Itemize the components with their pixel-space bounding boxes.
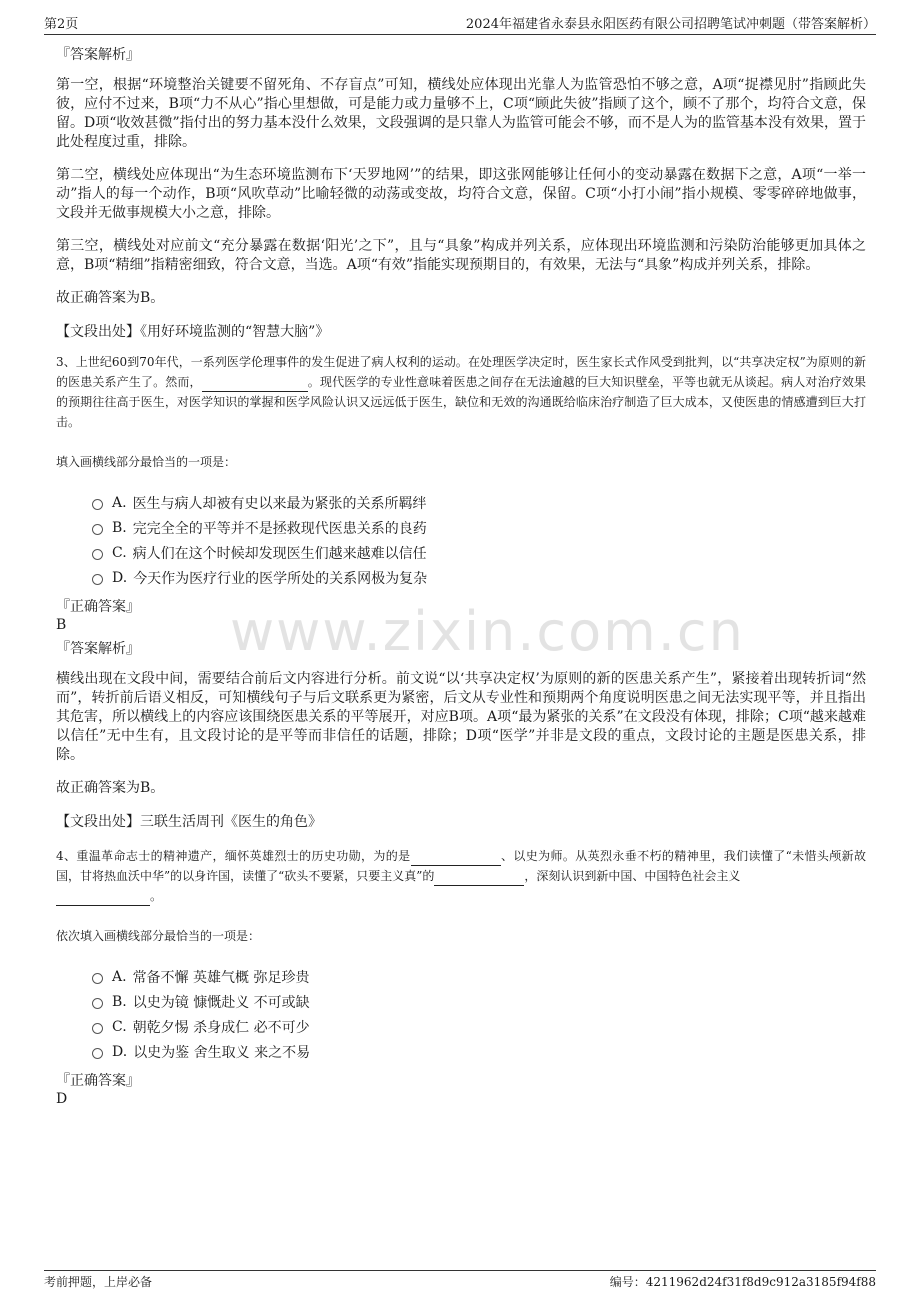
page-header (44, 10, 876, 35)
document-id: 编号：4211962d24f31f8d9c912a3185f94f88 (609, 1275, 876, 1289)
radio-icon[interactable] (92, 973, 103, 984)
q3-option-c[interactable]: C. 病人们在这个时候却发现医生们越来越难以信任 (92, 540, 866, 565)
radio-icon[interactable] (92, 524, 103, 535)
q4-blank-3 (56, 891, 150, 906)
q3-answer: B (56, 617, 67, 633)
q3-analysis-label: 『答案解析』 (56, 641, 140, 657)
q3-source: 【文段出处】三联生活周刊《医生的角色》 (56, 814, 322, 830)
q4-blank-1 (411, 851, 501, 866)
q4-option-c[interactable]: C. 朝乾夕惕 杀身成仁 必不可少 (92, 1014, 866, 1039)
q2-analysis-label: 『答案解析』 (56, 47, 140, 63)
q4-option-d[interactable]: D. 以史为鉴 舍生取义 来之不易 (92, 1039, 866, 1064)
q3-option-d[interactable]: D. 今天作为医疗行业的医学所处的关系网极为复杂 (92, 565, 866, 590)
document-body (56, 44, 866, 1108)
q2-analysis-paragraph: 第二空，横线处应体现出“为生态环境监测布下‘天罗地网’”的结果，即这张网能够让任何小的变动暴露在数据下之意，A项“一举一动”指人的每一个动作，B项“风吹草动”比喻轻微的动荡或变故，均符合文意，保留。C项“小打小闹”指小规模、零零碎碎地做事，文段并无做事规模大小之意，排除。 (56, 167, 866, 221)
q3-conclusion: 故正确答案为B。 (56, 780, 165, 796)
radio-icon[interactable] (92, 574, 103, 585)
q3-prompt: 填入画横线部分最恰当的一项是： (56, 455, 237, 469)
q2-source: 【文段出处】《用好环境监测的“智慧大脑”》 (56, 324, 330, 340)
footer-slogan: 考前押题，上岸必备 (44, 1275, 153, 1289)
q3-analysis-paragraph: 横线出现在文段中间，需要结合前后文内容进行分析。前文说“以‘共享决定权’为原则的新的医患关系产生”，紧接着出现转折词“然而”，转折前后语义相反，可知横线句子与后文联系更为紧密，后文从专业性和预期两个角度说明医患之间无法实现平等，并且指出其危害，所以横线上的内容应该围绕医患关系的平等展开，对应B项。A项“最为紧张的关系”在文段没有体现，排除；C项“越来越难以信任”无中生有，且文段讨论的是平等而非信任的话题，排除；D项“医学”并非是文段的重点，文段讨论的主题是医患关系，排除。 (56, 671, 866, 763)
page-number: 第2页 (44, 17, 79, 32)
q3-option-b[interactable]: B. 完完全全的平等并不是拯救现代医患关系的良药 (92, 515, 866, 540)
q4-option-b[interactable]: B. 以史为镜 慷慨赴义 不可或缺 (92, 989, 866, 1014)
document-title: 2024年福建省永泰县永阳医药有限公司招聘笔试冲刺题（带答案解析） (465, 17, 876, 32)
q4-blank-2 (434, 871, 524, 886)
q4-option-a[interactable]: A. 常备不懈 英雄气概 弥足珍贵 (92, 964, 866, 989)
q4-stem: 4、重温革命志士的精神遗产，缅怀英雄烈士的历史功勋，为的是 、以史为师。从英烈永垂不朽的精神里，我们读懂了“未惜头颅新故国，甘将热血沃中华”的以身许国，读懂了“砍头不要紧，只要主义真”的 ，深刻认识到新中国、中国特色社会主义 。 (56, 846, 866, 906)
radio-icon[interactable] (92, 1023, 103, 1034)
q3-stem (56, 352, 866, 432)
q3-stem-before: 3、上世纪60到70年代，一系列医学伦理事件的发生促进了病人权利的运动。在处理医学决定时，医生家长式作风受到批判，以“共享决定权”为原则的新的医患关系产生了。然而， (56, 355, 866, 389)
watermark: www.zixin.com.cn (230, 600, 745, 663)
q4-answer-label: 『正确答案』 (56, 1073, 140, 1089)
radio-icon[interactable] (92, 1048, 103, 1059)
page-footer (44, 1270, 876, 1293)
radio-icon[interactable] (92, 499, 103, 510)
radio-icon[interactable] (92, 549, 103, 560)
q4-answer: D (56, 1091, 68, 1107)
q3-stem-after: 。现代医学的专业性意味着医患之间存在无法逾越的巨大知识壁垒，平等也就无从谈起。病人对治疗效果的预期往往高于医生，对医学知识的掌握和医学风险认识又远远低于医生，缺位和无效的沟通既给临床治疗制造了巨大成本，又使医患的情感遭到巨大打击。 (56, 375, 866, 429)
q3-blank (202, 377, 308, 392)
q2-analysis-paragraph: 第三空，横线处对应前文“充分暴露在数据‘阳光’之下”，且与“具象”构成并列关系，应体现出环境监测和污染防治能够更加具体之意，B项“精细”指精密细致，符合文意，当选。A项“有效”指能实现预期目的，有效果，无法与“具象”构成并列关系，排除。 (56, 238, 866, 273)
q4-options (92, 964, 866, 1064)
q3-answer-label: 『正确答案』 (56, 599, 140, 615)
q2-analysis-paragraph: 第一空，根据“环境整治关键要不留死角、不存盲点”可知，横线处应体现出光靠人为监管恐怕不够之意，A项“捉襟见肘”指顾此失彼，应付不过来，B项“力不从心”指心里想做，可是能力或力量够不上，C项“顾此失彼”指顾了这个，顾不了那个，均符合文意，保留。D项“收效甚微”指付出的努力基本没什么效果，文段强调的是只靠人为监管可能会不够，而不是人为的监管基本没有效果，置于此处程度过重，排除。 (56, 77, 866, 150)
q4-prompt: 依次填入画横线部分最恰当的一项是： (56, 929, 261, 943)
radio-icon[interactable] (92, 998, 103, 1009)
q3-option-a[interactable]: A. 医生与病人却被有史以来最为紧张的关系所羁绊 (92, 490, 866, 515)
q3-options (92, 490, 866, 590)
q2-conclusion: 故正确答案为B。 (56, 290, 165, 306)
